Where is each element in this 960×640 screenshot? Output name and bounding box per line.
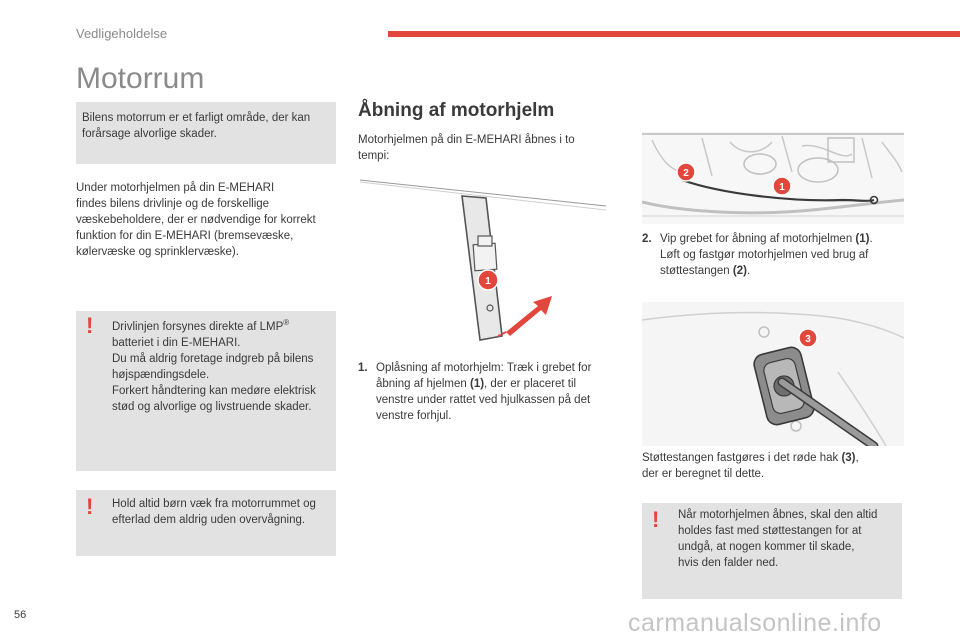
warning-line: Når motorhjelmen åbnes, skal den altid (678, 509, 878, 521)
warning-box-children (76, 490, 336, 556)
step-line: , der er placeret til (484, 378, 577, 390)
step-line: Løft og fastgør motorhjelmen ved brug af (660, 249, 869, 261)
callout-ref: (2) (732, 265, 747, 277)
callout-ref: (1) (469, 378, 485, 390)
callout-1: 1 (485, 276, 491, 287)
warning-text (678, 507, 900, 571)
warning-icon: ! (652, 507, 660, 532)
warning-box-support-rod (642, 503, 902, 599)
warning-line: holdes fast med støttestangen for at (678, 525, 862, 537)
opening-intro (358, 132, 608, 164)
step-line: venstre under rattet ved hjulkassen på det (376, 394, 591, 406)
warning-text (112, 315, 334, 415)
hook-line: der er beregnet til dette. (642, 468, 765, 480)
callout-ref: (3) (841, 452, 856, 464)
callout-2: 2 (683, 168, 689, 179)
warning-line: efterlad dem aldrig uden overvågning. (112, 514, 306, 526)
step-line: Vip grebet for åbning af motorhjelmen (660, 233, 856, 245)
hook-line: Støttestangen fastgøres i det røde hak (642, 452, 842, 464)
intro-line: kølervæske og sprinklervæske). (76, 246, 239, 258)
intro-line: funktion for din E-MEHARI (bremsevæske, (76, 230, 294, 242)
page-title: Motorrum (76, 62, 205, 95)
step-line: . (746, 265, 751, 277)
lever-illustration (356, 172, 610, 350)
warning-icon: ! (86, 313, 94, 338)
engine-compartment-illustration (642, 132, 904, 224)
step-line: åbning af hjelmen (376, 378, 470, 390)
page-number: 56 (14, 609, 27, 621)
warning-line: undgå, at nogen kommer til skade, (678, 541, 855, 553)
warning-line: stød og alvorlige og livstruende skader. (112, 400, 312, 413)
hook-line: , (855, 452, 859, 464)
callout-1: 1 (779, 182, 785, 193)
warning-line: Hold altid børn væk fra motorrummet og (112, 498, 316, 510)
intro-line: findes bilens drivlinje og de forskellige (76, 198, 270, 210)
step-line: venstre forhjul. (376, 410, 452, 422)
warning-text (112, 496, 334, 528)
step-1 (358, 360, 618, 424)
step-line: . (869, 233, 873, 245)
step-2 (642, 231, 904, 279)
support-rod-hook-illustration (642, 302, 904, 446)
intro-line: Under motorhjelmen på din E-MEHARI (76, 182, 275, 194)
warning-line: batteriet i din E-MEHARI. (112, 336, 241, 349)
header-accent-bar (388, 31, 960, 37)
hook-paragraph (642, 450, 906, 482)
section-label: Vedligeholdelse (76, 26, 168, 41)
warning-line: Drivlinjen forsynes direkte af LMP (112, 320, 284, 333)
opening-heading: Åbning af motorhjelm (358, 100, 555, 121)
warning-line: højspændingsdele. (112, 368, 210, 381)
warning-line: Forkert håndtering kan medøre elektrisk (112, 384, 316, 397)
callout-ref: (1) (855, 233, 870, 245)
watermark: carmanualsonline.info (628, 609, 882, 637)
warning-line: hvis den falder ned. (678, 557, 779, 569)
step-number: 2. (642, 233, 652, 245)
warning-line: Du må aldrig foretage indgreb på bilens (112, 352, 314, 365)
step-line: støttestangen (660, 265, 733, 277)
warning-box-high-voltage (76, 311, 336, 471)
step-line: Oplåsning af motorhjelm: Træk i grebet for (376, 362, 592, 374)
registered-mark: ® (283, 318, 290, 327)
step-number: 1. (358, 362, 368, 374)
warning-icon: ! (86, 494, 94, 519)
danger-text: Bilens motorrum er et farligt område, der kan forårsage alvorlige skader. (82, 112, 311, 140)
opening-intro-line: tempi: (358, 150, 390, 162)
opening-intro-line: Motorhjelmen på din E-MEHARI åbnes i to (358, 134, 575, 146)
callout-3: 3 (805, 334, 811, 345)
danger-box (76, 102, 336, 164)
intro-paragraph (76, 180, 346, 260)
intro-line: væskebeholdere, der er nødvendige for korrekt (76, 214, 316, 226)
